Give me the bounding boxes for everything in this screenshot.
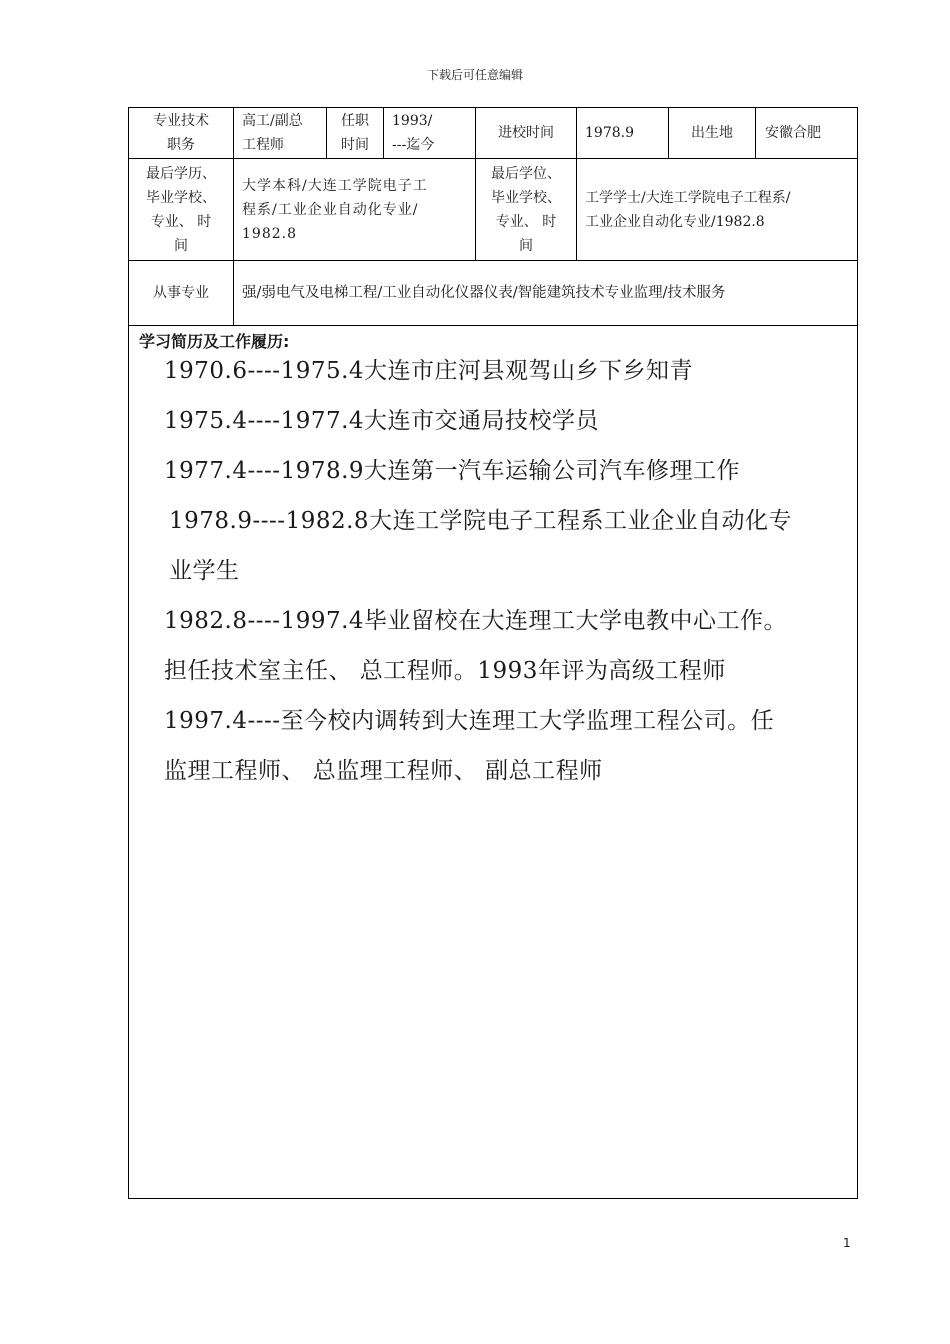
field-value-cell: 强/弱电气及电梯工程/工业自动化仪器仪表/智能建筑技术专业监理/技术服务 [242, 285, 726, 301]
tenure-value-cell: 1993/ ---迄今 [392, 113, 435, 153]
col-divider [383, 108, 384, 158]
title-value-cell: 高工/副总 工程师 [242, 113, 303, 153]
birthplace-label-cell: 出生地 [691, 125, 733, 141]
resume-section-title: 学习简历及工作履历: [139, 332, 290, 351]
resume-entry: 1975.4----1977.4大连市交通局技校学员 [164, 408, 600, 434]
resume-entry: 1982.8----1997.4毕业留校在大连理工大学电教中心工作。 担任技术室主任、 总工程师。1993年评为高级工程师 [164, 608, 788, 684]
field-label-cell: 从事专业 [153, 285, 209, 301]
education-value-cell: 大学本科/大连工学院电子工 程系/工业企业自动化专业/ 1982.8 [242, 177, 428, 242]
title-label-cell: 专业技术 职务 [153, 113, 209, 153]
enroll-label-cell: 进校时间 [498, 125, 554, 141]
education-label-cell: 最后学历、 毕业学校、 专业、 时 间 [146, 165, 216, 254]
row-divider [129, 325, 857, 326]
enroll-value-cell: 1978.9 [585, 125, 634, 141]
page-number: 1 [843, 1236, 851, 1250]
col-divider [233, 108, 234, 325]
resume-form-table [128, 107, 858, 1199]
resume-entry: 1977.4----1978.9大连第一汽车运输公司汽车修理工作 [164, 458, 741, 484]
resume-entry: 1978.9----1982.8大连工学院电子工程系工业企业自动化专 业学生 [169, 508, 793, 584]
page-header: 下载后可任意编辑 [426, 68, 523, 82]
resume-entry: 1997.4----至今校内调转到大连理工大学监理工程公司。任 监理工程师、 总监理工程师、 副总工程师 [164, 708, 775, 784]
col-divider [755, 108, 756, 158]
degree-value-cell: 工学学士/大连工学院电子工程系/ 工业企业自动化专业/1982.8 [585, 189, 791, 230]
resume-entry: 1970.6----1975.4大连市庄河县观驾山乡下乡知青 [164, 358, 694, 384]
col-divider [576, 108, 577, 260]
tenure-label-cell: 任职 时间 [341, 113, 369, 153]
degree-label-cell: 最后学位、 毕业学校、 专业、 时 间 [491, 165, 561, 254]
birthplace-value-cell: 安徽合肥 [765, 125, 821, 141]
resume-body [164, 346, 854, 796]
